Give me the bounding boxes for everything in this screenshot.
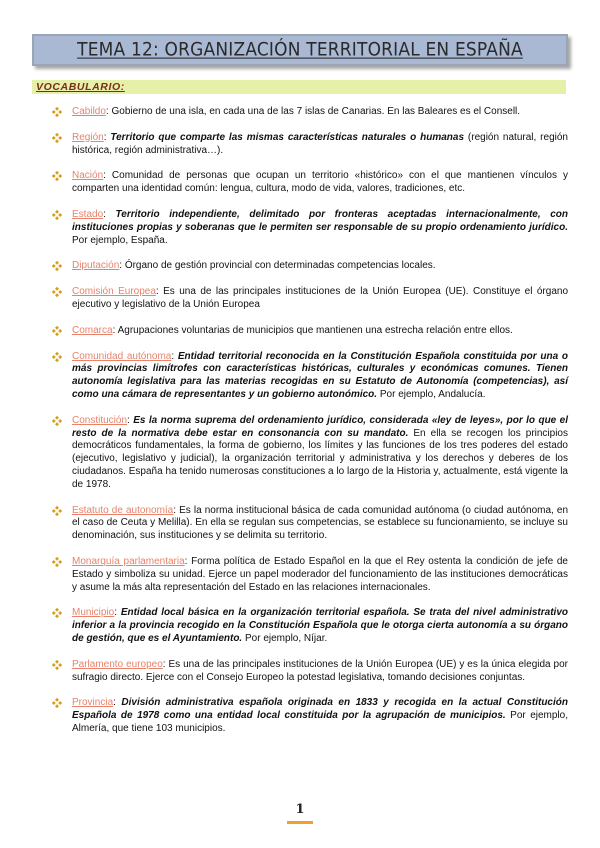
term-link[interactable]: Estado — [72, 208, 104, 220]
definition-text: Por ejemplo, Níjar. — [242, 632, 328, 644]
definition-text: : Es una de las principales instituciones de la Unión Europea (UE). Constituye el órgano ejecutivo y legislativo de la Unión Europea — [72, 286, 569, 310]
diamond-bullet-icon — [52, 326, 62, 336]
vocab-entry-parlamento-europeo — [52, 659, 568, 685]
definition-emphasis: Territorio que comparte las mismas características naturales o humanas — [110, 131, 465, 143]
diamond-bullet-icon — [52, 171, 62, 181]
diamond-bullet-icon — [52, 506, 62, 516]
definition-text: : Es una de las principales instituciones de la Unión Europea (UE) y es la única elegida por sufragio directo. Ejerce con el Consejo Europeo la potestad legislativa, tomando decisiones conjuntas. — [72, 658, 568, 683]
diamond-bullet-icon — [52, 660, 62, 670]
vocab-entry-comarca — [52, 325, 568, 338]
section-heading: VOCABULARIO: — [36, 81, 125, 93]
definition-text: : — [127, 414, 134, 426]
definition-emphasis: Territorio independiente, delimitado por fronteras aceptadas internacionalmente, con instituciones propias y soberanas que le permiten ser responsable de su propio ordenamiento jurídico. — [72, 208, 568, 233]
definition-text: Por ejemplo, España. — [72, 234, 168, 246]
definition-text: : — [103, 208, 116, 220]
term-link[interactable]: Nación — [72, 170, 104, 182]
definition-text: : — [114, 607, 121, 619]
diamond-bullet-icon — [52, 287, 62, 297]
vocab-entry-monarquia-parlamentaria — [52, 556, 568, 594]
definition-text: (región natural, región histórica, región administrativa…). — [72, 131, 568, 156]
page-title: TEMA 12: ORGANIZACIÓN TERRITORIAL EN ESPAÑA — [77, 39, 523, 61]
definition-emphasis: Es la norma suprema del ordenamiento jurídico, considerada «ley de leyes», por lo que el resto de la normativa debe estar en consonancia con su mandato. — [72, 414, 568, 439]
vocab-entry-provincia — [52, 697, 568, 735]
definition-text: : Agrupaciones voluntarias de municipios que mantienen una estrecha relación entre ellos. — [112, 324, 513, 336]
vocab-entry-comunidad-autonoma — [52, 351, 568, 402]
term-link[interactable]: Municipio — [72, 607, 115, 619]
term-link[interactable]: Cabildo — [72, 106, 106, 117]
diamond-bullet-icon — [52, 107, 62, 117]
term-link[interactable]: Comarca — [72, 324, 113, 336]
vocab-entry-constitucion — [52, 415, 568, 492]
term-link[interactable]: Provincia — [72, 697, 114, 709]
diamond-bullet-icon — [52, 608, 62, 618]
definition-text: : Forma política de Estado Español en la que el Rey ostenta la condición de jefe de Estado y simboliza su unidad. Ejerce un papel moderador del funcionamiento de las instituciones democráticas y asume la más alta representación del Estado en las relaciones internacionales. — [72, 555, 568, 593]
page-number-footer — [287, 800, 313, 824]
term-link[interactable]: Comisión Europea — [72, 286, 156, 298]
term-link[interactable]: Constitución — [72, 414, 128, 426]
definition-text: : — [171, 350, 178, 362]
definition-text: En ella se recogen los principios democráticos fundamentales, la forma de gobierno, los límites y las funciones de los tres poderes del estado (ejecutivo, legislativo y judicial), la organización territorial y administrativa y los derechos y deberes de los ciudadanos. España ha tenido numerosas constituciones a lo largo de la Historia y, actualmente, está vigente la de 1978. — [72, 427, 568, 490]
diamond-bullet-icon — [52, 210, 62, 220]
vocab-entry-nacion — [52, 170, 568, 196]
vocab-entry-region — [52, 132, 568, 158]
definition-text: : — [113, 697, 122, 709]
term-link[interactable]: Estatuto de autonomía — [72, 504, 174, 516]
term-link[interactable]: Monarquía parlamentaria — [72, 555, 185, 567]
definition-text: : Gobierno de una isla, en cada una de las 7 islas de Canarias. En las Baleares es el Consell. — [105, 106, 521, 117]
diamond-bullet-icon — [52, 352, 62, 362]
page-number-underline — [287, 821, 313, 824]
definition-emphasis: División administrativa española originada en 1833 y recogida en la actual Constitución Española de 1978 como una entidad local constituida por la agrupación de municipios. — [72, 697, 568, 722]
term-link[interactable]: Comunidad autónoma — [72, 350, 172, 362]
definition-text: : Es la norma institucional básica de cada comunidad autónoma (o ciudad autónoma, en el caso de Ceuta y Melilla). En ella se regulan sus competencias, se establece su funcionamiento, se incluye su denominación, sus instituciones y se delimita su territorio. — [72, 504, 569, 542]
term-link[interactable]: Diputación — [72, 260, 120, 272]
term-link[interactable]: Parlamento europeo — [72, 658, 163, 670]
title-banner — [32, 34, 568, 66]
diamond-bullet-icon — [52, 416, 62, 426]
definition-text: Por ejemplo, Almería, que tiene 103 municipios. — [72, 710, 568, 734]
vocab-entry-diputacion — [52, 260, 568, 273]
diamond-bullet-icon — [52, 133, 62, 143]
diamond-bullet-icon — [52, 261, 62, 271]
definition-text: : — [103, 131, 111, 143]
page-number: 1 — [295, 802, 305, 817]
definition-emphasis: Entidad local básica en la organización territorial española. Se trata del nivel administrativo inferior a la provincia recogido en la Constitución Española que le otorga cierta autonomía a su órgano de gestión, que es el Ayuntamiento. — [72, 607, 568, 644]
definition-text: Por ejemplo, Andalucía. — [377, 388, 486, 400]
definition-emphasis: Entidad territorial reconocida en la Constitución Española constituida por una o más provincias limítrofes con características históricas, culturales y económicas comunes. Tienen autonomía legislativa para las materias recogidas en su Estatuto de Autonomía (competencias), así como una cámara de representantes y un gobierno autonómico. — [72, 350, 568, 400]
vocabulary-list — [52, 106, 568, 736]
vocab-entry-estatuto-de-autonomia — [52, 505, 568, 543]
diamond-bullet-icon — [52, 698, 62, 708]
diamond-bullet-icon — [52, 557, 62, 567]
vocab-entry-estado — [52, 209, 568, 247]
vocab-entry-comision-europea — [52, 286, 568, 312]
term-link[interactable]: Región — [72, 131, 104, 143]
definition-text: : Comunidad de personas que ocupan un territorio «histórico» con el que mantienen vínculos y comparten una identidad común: lengua, cultura, modo de vida, valores, tradiciones, etc. — [72, 170, 568, 195]
vocab-entry-cabildo — [52, 106, 568, 119]
definition-text: : Órgano de gestión provincial con determinadas competencias locales. — [119, 260, 436, 272]
vocab-entry-municipio — [52, 607, 568, 645]
